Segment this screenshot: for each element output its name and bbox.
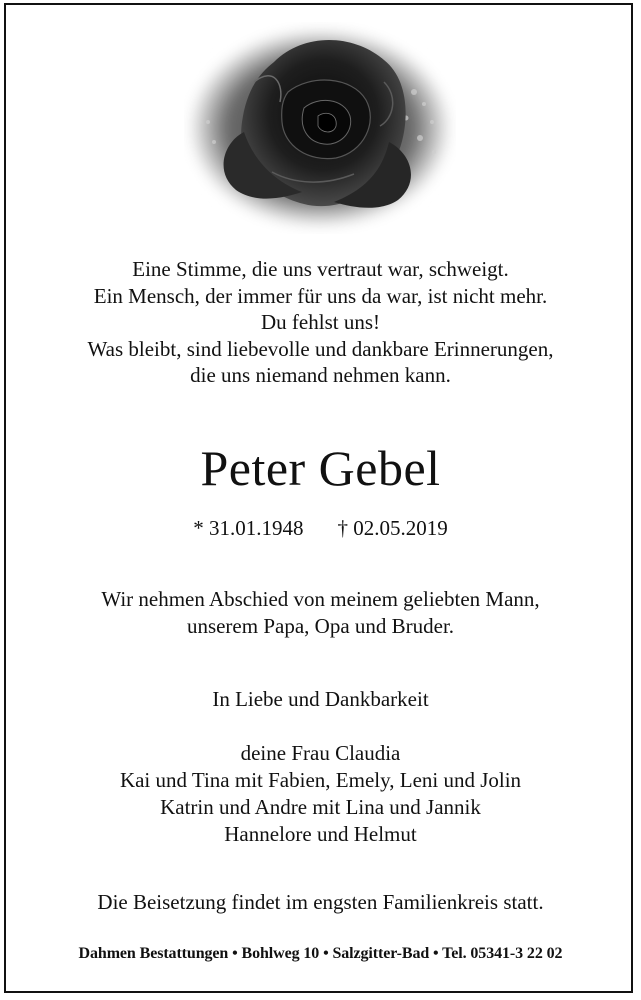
family-line: deine Frau Claudia [240,741,401,765]
life-dates [0,514,641,542]
funeral-home-footer: Dahmen Bestattungen • Bohlweg 10 • Salzgitter-Bad • Tel. 05341-3 22 02 [78,945,563,962]
farewell-message [0,586,641,640]
death-date: † 02.05.2019 [337,516,448,540]
rose-image [184,22,456,234]
family-line: Kai und Tina mit Fabien, Emely, Leni und Jolin [119,768,522,792]
family-list [0,740,641,848]
message-line: Wir nehmen Abschied von meinem geliebten Mann, [101,587,540,611]
birth-date: * 31.01.1948 [193,516,304,540]
love-line: In Liebe und Dankbarkeit [212,687,429,711]
message-line: unserem Papa, Opa und Bruder. [186,614,455,638]
deceased-name: Peter Gebel [200,440,441,496]
poem-line: Ein Mensch, der immer für uns da war, ist nicht mehr. [93,283,548,308]
poem-line: die uns niemand nehmen kann. [190,363,451,387]
family-line: Hannelore und Helmut [224,822,417,846]
poem-line: Du fehlst uns! [261,310,380,334]
poem-text [0,256,641,389]
funeral-note: Die Beisetzung findet im engsten Familienkreis statt. [97,890,544,914]
family-line: Katrin und Andre mit Lina und Jannik [160,795,481,819]
poem-line: Eine Stimme, die uns vertraut war, schweigt. [132,257,509,281]
poem-line: Was bleibt, sind liebevolle und dankbare Erinnerungen, [87,336,554,361]
